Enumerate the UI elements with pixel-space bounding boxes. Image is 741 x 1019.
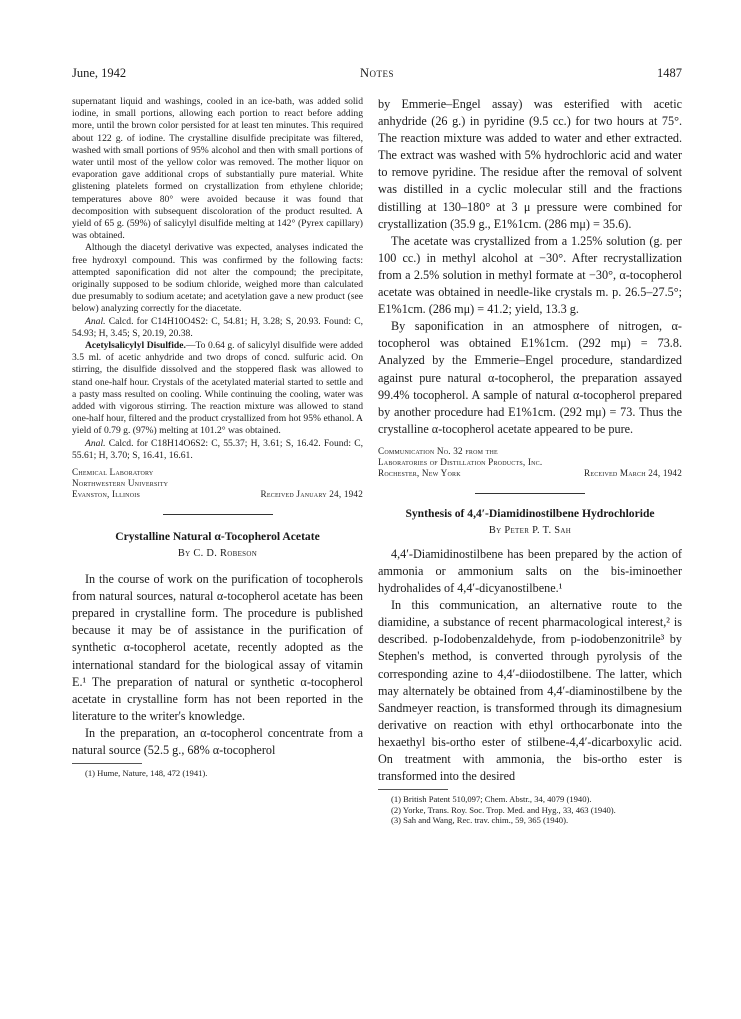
anal-text: Calcd. for C14H10O4S2: C, 54.81; H, 3.28; S, 20.93. Found: C, 54.93; H, 3.45; S, 20.19, 20.38. [72, 315, 363, 339]
running-head [72, 66, 682, 82]
left-paragraph-acetyl [72, 340, 363, 438]
address-line: Communication No. 32 from the [378, 445, 498, 456]
body-paragraph: 4,4′-Diamidinostilbene has been prepared by the action of ammonia or ammonium salts on the bis-iminoether hydrohalides of 4,4′-dicyanostilbene.¹ [378, 546, 682, 596]
left-analysis-1 [72, 316, 363, 340]
left-paragraph-2: Although the diacetyl derivative was expected, analyses indicated the free hydroxyl compound. This was confirmed by the following facts: attempted saponification did not alter the compound; the precipitate, originally supposed to be sodium chloride, weighed more than calculated due presumably to sodium acetate; and acetylation gave a new product (see below) analyzing correctly for the diacetate. [72, 242, 363, 315]
body-paragraph: In the preparation, an α-tocopherol concentrate from a natural source (52.5 g., 68% α-tocopherol [72, 725, 363, 758]
address-line: Chemical Laboratory [72, 467, 154, 478]
left-column [72, 96, 363, 779]
acetyl-text: —To 0.64 g. of salicylyl disulfide were added 3.5 ml. of acetic anhydride and two drops of concd. sulfuric acid. On stirring, the disulfide dissolved and the stoppered flask was allowed to stand one-half hour. Crystals of the acetylated material started to settle and a pasty mass resulted on cooling. While continuing the cooling, water was added with vigorous stirring. The reaction mixture was allowed to stand one-half hour, filtered and the product crystallized from hot 95% ethanol. A yield of 0.79 g. (97%) melting at 101.2° was obtained. [72, 340, 363, 437]
article-byline: By Peter P. T. Sah [488, 524, 572, 536]
address-line: Rochester, New York [378, 467, 461, 478]
address-line: Evanston, Illinois [72, 489, 140, 500]
right-column [378, 96, 682, 825]
article-byline: By C. D. Robeson [177, 548, 258, 560]
received-date: Received January 24, 1942 [260, 489, 363, 500]
article-title: Synthesis of 4,4′-Diamidinostilbene Hydrochloride [405, 506, 655, 520]
footnote: (1) Hume, Nature, 148, 472 (1941). [85, 768, 208, 779]
header-section: Notes [359, 66, 395, 80]
address-block-1 [72, 467, 363, 500]
anal-text-2: Calcd. for C18H14O6S2: C, 55.37; H, 3.61; S, 16.42. Found: C, 55.61; H, 3.70; S, 16.41, 16.61. [72, 437, 363, 461]
header-date: June, 1942 [72, 66, 127, 80]
address-line: Northwestern University [72, 478, 169, 489]
received-date: Received March 24, 1942 [584, 467, 682, 478]
footnote: (3) Sah and Wang, Rec. trav. chim., 59, 365 (1940). [391, 815, 569, 825]
footnote-rule [378, 789, 448, 790]
footnote-rule [72, 763, 142, 764]
footnote: (1) British Patent 510,097; Chem. Abstr., 34, 4079 (1940). [391, 794, 592, 805]
left-paragraph-1: supernatant liquid and washings, cooled in an ice-bath, was added solid iodine, in small portions, allowing each portion to react before adding more, until the brown color persisted for at least ten minutes. This required about 122 g. of iodine. The crystalline disulfide precipitate was filtered, washed with small portions of 95% alcohol and then with small portions of water until most of the yellow color was removed. The mother liquor on evaporation gave additional crops of substantially pure material. White glistening platelets formed on crystallization from ethylene chloride; temperatures above 80° were avoided because it was found that decomposition with subsequent discoloration of the product resulted. A yield of 65 g. (59%) of salicylyl disulfide melting at 142° (Pyrex capillary) was obtained. [72, 96, 363, 242]
body-paragraph: In this communication, an alternative route to the diamidine, a substance of recent pharmacological interest,² is described. p-Iodobenzaldehyde, from p-iodobenzonitrile³ by Stephen's method, is converted through pyrolysis of the corresponding azine to 4,4′-diiodostilbene. The latter, which may alternately be obtained from 4,4′-diaminostilbene by the Sandmeyer reaction, is transformed through its dimagnesium derivative on reaction with ethyl orthocarbonate into the hexaethyl bis-ortho ester of stilbene-4,4′-dicarboxylic acid. On treatment with ammonia, the bis-ortho ester is transformed into the desired [378, 598, 682, 784]
anal-label-2: Anal. [85, 437, 106, 449]
footnote: (2) Yorke, Trans. Roy. Soc. Trop. Med. and Hyg., 33, 463 (1940). [391, 804, 616, 815]
address-block-2 [378, 446, 682, 479]
acetyl-heading: Acetylsalicylyl Disulfide. [85, 340, 186, 352]
body-paragraph: by Emmerie–Engel assay) was esterified with acetic anhydride (26 g.) in pyridine (9.5 cc.) for two hours at 75°. The reaction mixture was added to water and ether extracted. The extract was washed with 5% hydrochloric acid and water to remove pyridine. The residue after the removal of solvent was distilled in a cyclic molecular still and the fractions distilling at 130–180° at 3 μ pressure were combined for crystallization (35.9 g., E1%1cm. (286 mμ) = 35.6). [378, 97, 682, 231]
article-title: Crystalline Natural α-Tocopherol Acetate [115, 530, 320, 544]
anal-label: Anal. [85, 315, 106, 327]
body-paragraph: In the course of work on the purification of tocopherols from natural sources, natural α-tocopherol acetate has been prepared in crystalline form. The procedure is published because it may be of assistance in the purification of synthetic α-tocopherol acetate, recently adopted as the international standard for the biological assay of vitamin E.¹ The preparation of natural or synthetic α-tocopherol acetate in crystalline form has not been reported in the literature to the writer's knowledge. [72, 572, 363, 723]
body-paragraph: The acetate was crystallized from a 1.25% solution (g. per 100 cc.) in methyl alcohol at −30°. After recrystallization from a 2.5% solution in methyl formate at −30°, α-tocopherol acetate was obtained in needle-like crystals m. p. 26.5–27.5°; E1%1cm. (286 mμ) = 41.2; yield, 13.3 g. [378, 233, 682, 317]
body-paragraph: By saponification in an atmosphere of nitrogen, α-tocopherol was obtained E1%1cm. (292 mμ) = 73.8. Analyzed by the Emmerie–Engel procedure, standardized against pure natural α-tocopherol, the preparation assayed 99.4% tocopherol. A sample of natural α-tocopherol prepared by another procedure had E1%1cm. (292 mμ) = 73. Thus the crystalline α-tocopherol acetate appeared to be pure. [378, 319, 682, 436]
header-page-number: 1487 [657, 66, 682, 80]
address-line: Laboratories of Distillation Products, Inc. [378, 456, 543, 467]
left-analysis-2 [72, 438, 363, 462]
